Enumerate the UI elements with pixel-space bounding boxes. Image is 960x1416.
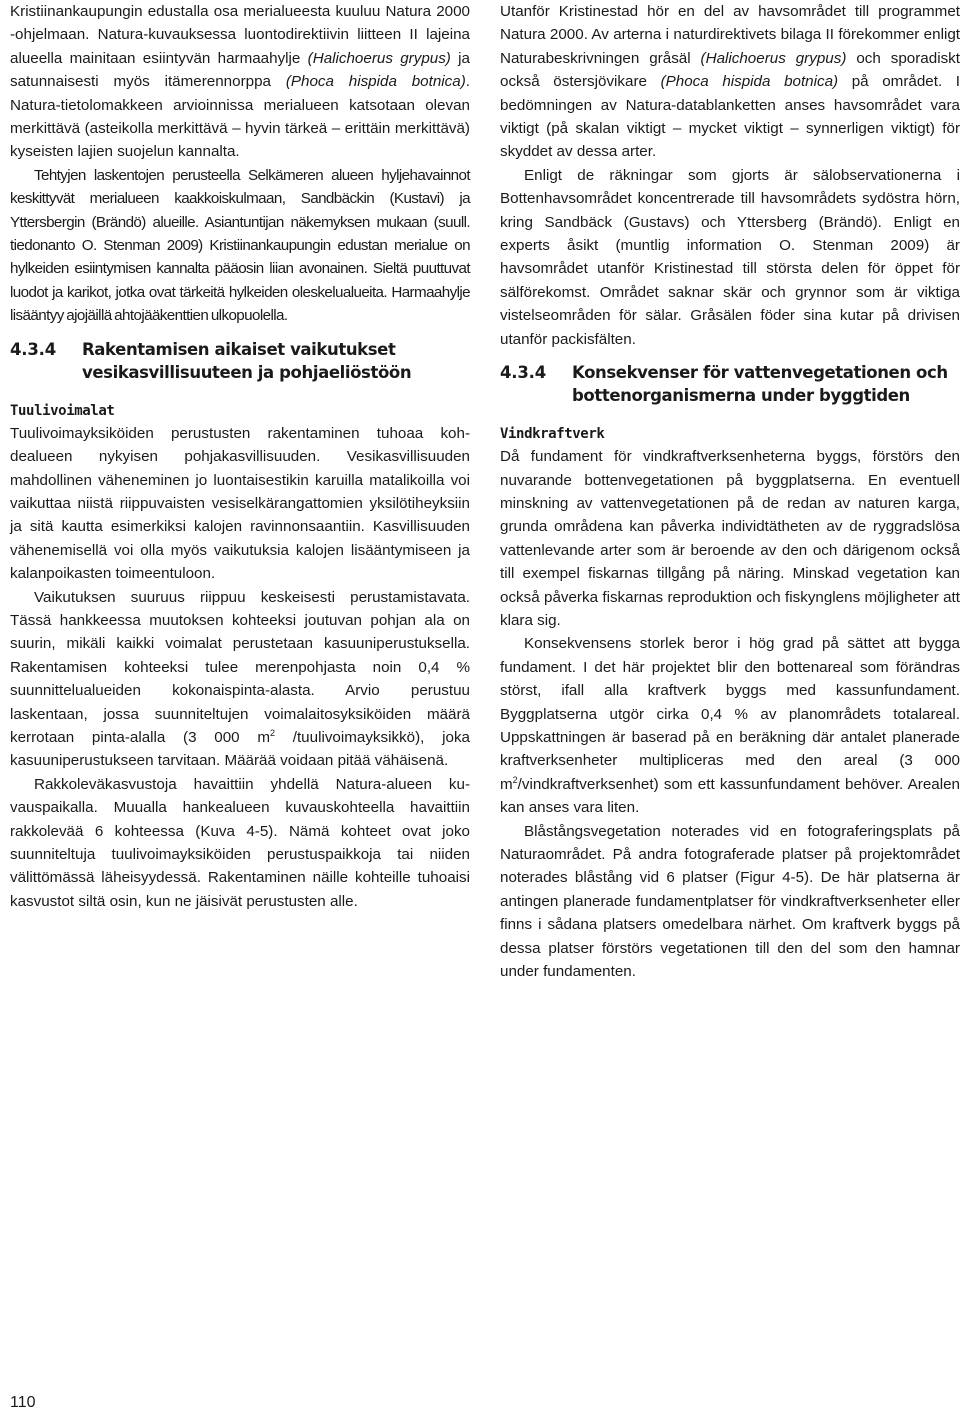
paragraph-bladderwrack-fi: Rakkoleväkasvustoja havaittiin yhdellä Natura-alueen kuvauspaikalla. Muualla hankealueen kuvauskohteella havaittiin rakkolevää 6 kohteessa (Kuva 4-5). Nämä kohteet ovat joko suunniteltuja tuulivoimayksiköiden perustuspaikkoja tai niiden välittömässä läheisyydessä. Rakentaminen näille kohteille tuhoaisi kasvustot siltä osin, kun ne jäisivät perustusten alle. (10, 775, 470, 910)
paragraph-foundation-fi: Vaikutuksen suuruus riippuu keskeisesti perustamistavata. Tässä hankkeessa muutoksen kohteeksi joutuvan pohjan ala on suurin, mikäli kaikki voimalat perustetaan kasuuniperustuksella. Rakentamisen kohteeksi tulee merenpohjasta noin 0,4 % suunnittelualueiden kokonaispinta-alasta. Arvio perustuu laskentaan, jossa suunniteltujen voimalaitosyksiköiden määrä kerrotaan pinta-alalla (3 000 $m^2$ /tuulivoimayksikkö), joka kasuuniperustukseen tarvitaan. Määrää voidaan pitää vähäisenä. (10, 588, 470, 770)
species-name: (Halichoerus grypus) (307, 49, 451, 67)
species-name: (Halichoerus grypus) (700, 49, 847, 67)
paragraph-vegetation-fi: Tuulivoimayksiköiden perustusten rakentaminen tuhoaa kohdealueen nykyisen pohjakasvillisuuden. Vesikasvillisuuden mahdollinen väheneminen jo luontaisestikin karuilla matalikoilla voi vaikuttaa niistä riippuvaisten vesiselkärangattomien yksilötiheyksiin ja sitä kautta esimerkiksi kalojen ravinnonsaantiin. Kasvillisuuden vähenemisellä voi olla myös vaikutuksia kalojen lisääntymiseen ja kalanpoikasten toimeentuloon. (10, 424, 470, 583)
subheading: Tuulivoimalat (10, 402, 115, 419)
paragraph-seals-sv: Enligt de räkningar som gjorts är sälobservationerna i Bottenhavsområdet koncentrerade till havsområdets sydöstra hörn, kring Sandbäck (Gustavs) och Yttersberg (Brändö). Enligt en experts åsikt (muntlig information O. Stenman 2009) är havsområdet utanför Kristinestad till största delen för öppet för sälförekomst. Området saknar skär och grynnor som är viktiga vistelseområden för sälar. Gråsälen föder sina kutar på drivisen utanför packisfälten. (500, 166, 960, 348)
paragraph-seals-fi: Tehtyjen laskentojen perusteella Selkämeren alueen hyljehavainnot keskittyvät merialueen kaakkoiskulmaan, Sandbäckin (Kustavi) ja Yttersbergin (Brändö) alueille. Asiantuntijan näkemyksen mukaan (suull. tiedonanto O. Stenman 2009) Kristiinankaupungin edustan merialue on hylkeiden esiintymisen kannalta pääosin liian avonainen. Sieltä puuttuvat luodot ja karikot, jotka ovat tärkeitä hylkeiden oleskelualueita. Harmaahylje lisääntyy ajojäillä ahtojääkenttien ulkopuolella. (10, 166, 470, 325)
section-title: Konsekvenser för vattenvegetationen och bottenorganismerna under byggtiden (572, 363, 948, 406)
page-number: 110 (10, 1394, 36, 1411)
paragraph-bladderwrack-sv: Blåstångsvegetation noterades vid en fotograferingsplats på Naturaområdet. På andra fotograferade platser på projektområdet noterades blåstång vid 6 platser (Figur 4-5). De här platserna är antingen planerade fundamentplatser för vindkraftverksenheter eller finns i sådana platsers omedelbara närhet. Om kraftverk byggs på dessa platser förstörs vegetationen till den del som den hamnar under fundamenten. (500, 822, 960, 981)
subheading: Vindkraftverk (500, 426, 605, 443)
right-column (500, 0, 960, 983)
section-number: 4.3.4 (500, 363, 546, 383)
paragraph-foundation-sv: Konsekvensens storlek beror i hög grad på sättet att bygga fundament. I det här projektet blir den bottenareal som förändras störst, ifall alla kraftverk byggs med kassunfundament. Byggplatserna utgör cirka 0,4 % av planområdets totalareal. Uppskattningen är baserad på en beräkning där antalet planerade kraftverksenheter multipliceras med den areal (3 000 $m^2/vindkraftverksenhet$) som ett kassunfundament behöver. Arealen kan anses vara liten. (500, 635, 960, 817)
section-number: 4.3.4 (10, 339, 56, 359)
paragraph-vegetation-sv: Då fundament för vindkraftverksenheterna byggs, förstörs den nuvarande bottenvegetationen på byggplatserna. En eventuell minskning av vattenvegetationen på de redan av naturen karga, grunda områdena kan påverka individtätheten av de ryggradslösa vattenlevande arter som är beroende av den och därigenom också till exempel fiskarnas tillgång på näring. Minskad vegetation kan också påverka fiskarnas reproduktion och fiskynglens möjligheter att klara sig. (500, 448, 960, 629)
paragraph-natura-fi: Kristiinankaupungin edustalla osa merialueesta kuuluu Natura 2000 -ohjelmaan. Natura-kuvauksessa luontodirektiivin liitteen II lajeina alueella mainitaan esiintyvän harmaahylje (Halichoerus grypus) ja satunnaisesti myös itämerennorppa (Phoca hispida botnica). Natura-tietolomakkeen arvioinnissa merialueen katsotaan olevan merkittävä (asteikolla merkittävä – hyvin tärkeä – erittäin merkittävä) kyseisten lajien suojelun kannalta. (10, 3, 470, 161)
section-heading (500, 361, 960, 407)
section-title: Rakentamisen aikaiset vaikutukset vesikasvillisuuteen ja pohjaeliöstöön (82, 339, 412, 382)
left-column (10, 0, 470, 913)
section-heading (10, 338, 470, 384)
species-name: (Phoca hispida botnica) (660, 73, 839, 91)
species-name: (Phoca hispida botnica) (285, 73, 466, 91)
paragraph-natura-sv: Utanför Kristinestad hör en del av havsområdet till programmet Natura 2000. Av arterna i naturdirektivets bilaga II förekommer enligt Naturabeskrivningen gråsäl (Halichoerus grypus) och sporadiskt också östersjövikare (Phoca hispida botnica) på området. I bedömningen av Natura-datablanketten anses havsområdet vara viktigt (på skalan viktigt – mycket viktigt – synnerligen viktigt) för skyddet av dessa arter. (500, 3, 960, 161)
